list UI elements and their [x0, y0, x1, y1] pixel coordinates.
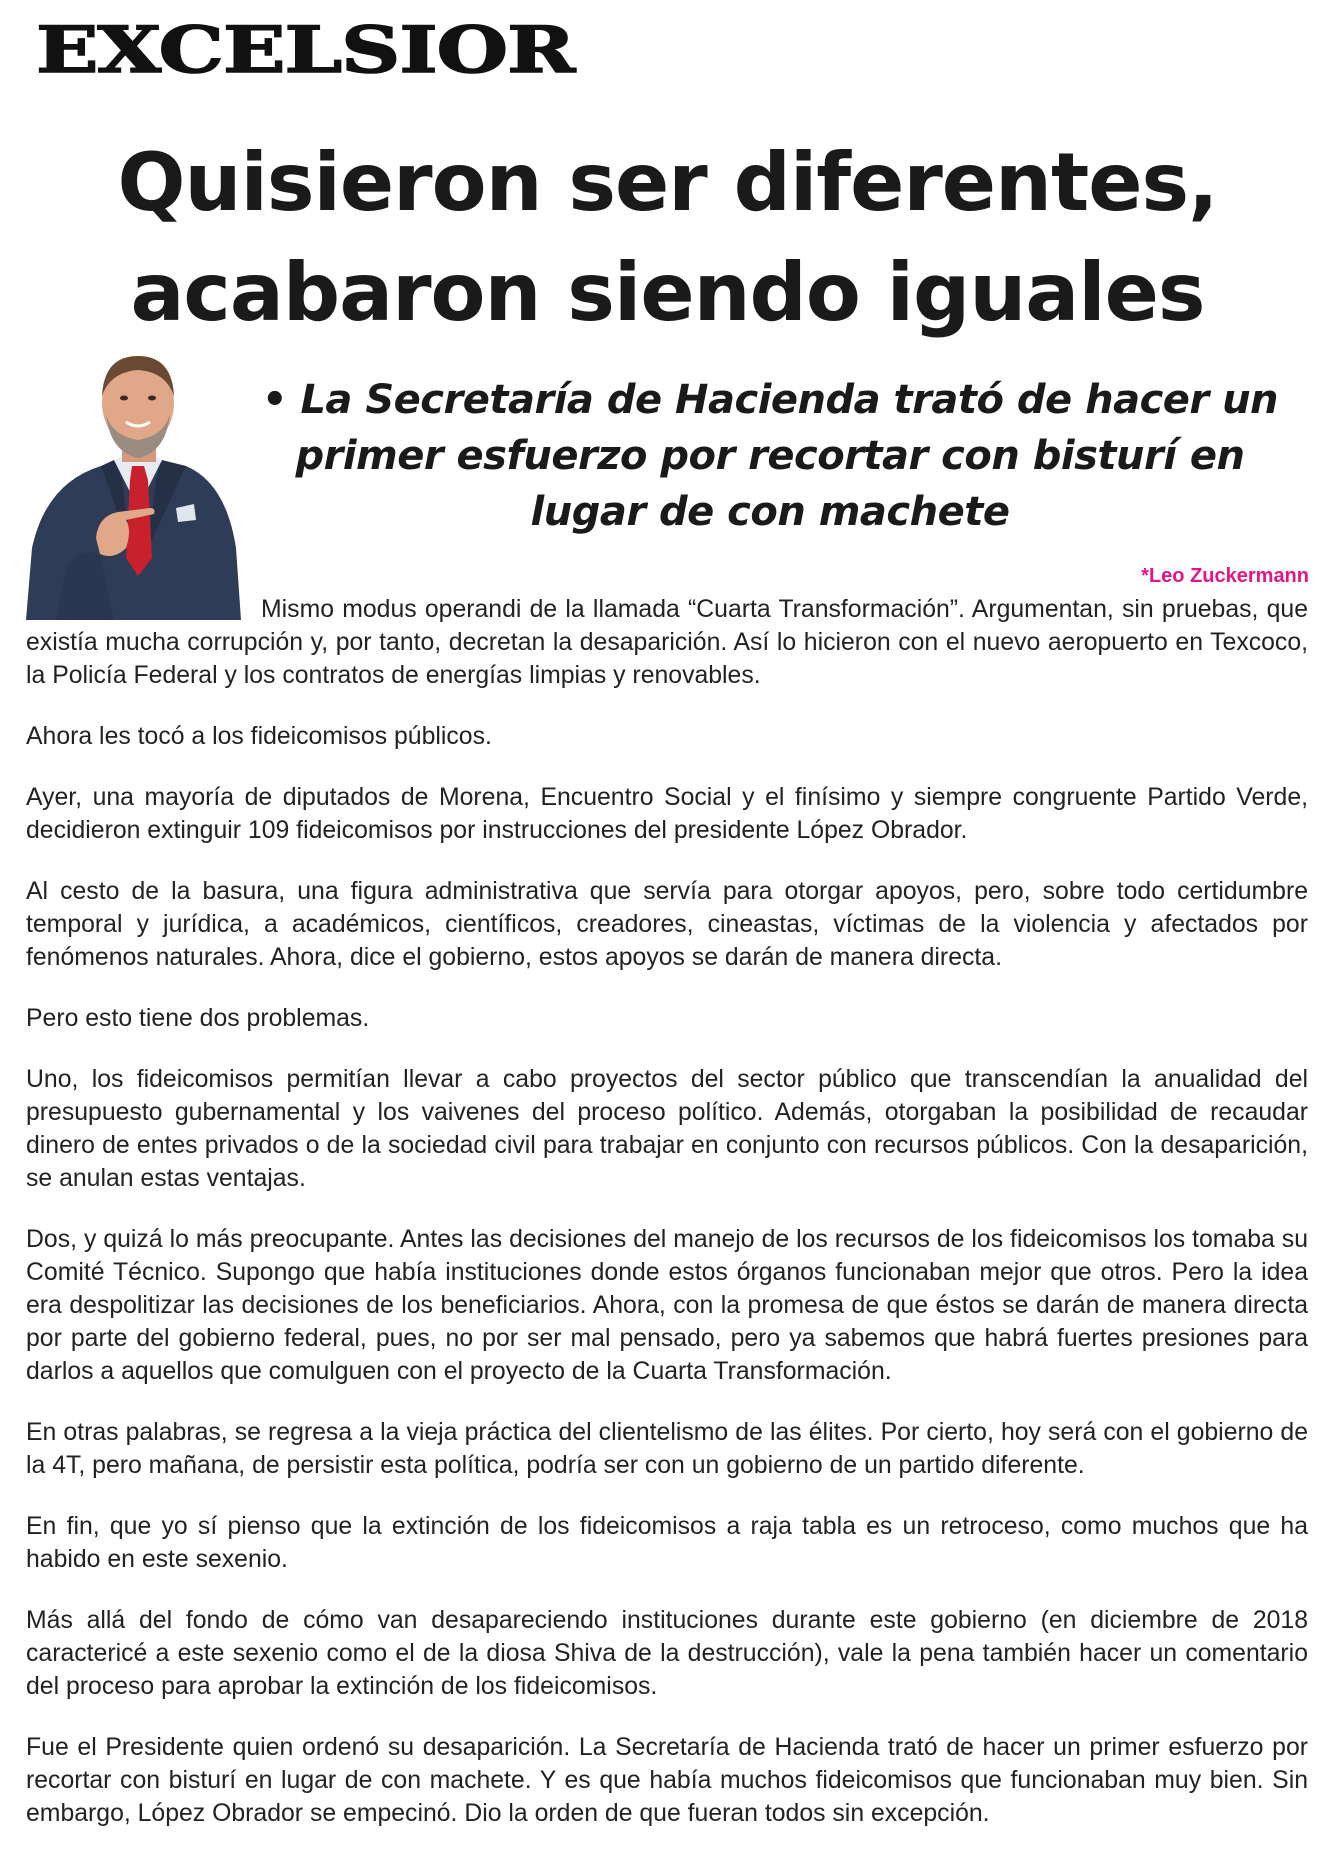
author-byline: *Leo Zuckermann	[1141, 565, 1309, 587]
paragraph: En fin, que yo sí pienso que la extinción de los fideicomisos a raja tabla es un retroceso, como muchos que ha habido en este sexenio.	[26, 1513, 1308, 1573]
paragraph: En otras palabras, se regresa a la vieja práctica del clientelismo de las élites. Por cierto, hoy será con el gobierno de la 4T, pero mañana, de persistir esta política, podría ser con un gobierno de un partido diferente.	[26, 1419, 1308, 1479]
paragraph: Ayer, una mayoría de diputados de Morena, Encuentro Social y el finísimo y siempre congruente Partido Verde, decidieron extinguir 109 fideicomisos por instrucciones del presidente López Obrador.	[26, 784, 1308, 844]
paragraph: Ahora les tocó a los fideicomisos públicos.	[26, 723, 492, 750]
paragraph: Dos, y quizá lo más preocupante. Antes las decisiones del manejo de los recursos de los fideicomisos los tomaba su Comité Técnico. Supongo que había instituciones donde estos órganos funcionaban mejor que otros. Pero la idea era despolitizar las decisiones de los beneficiarios. Ahora, con la promesa de que éstos se darán de manera directa por parte del gobierno federal, pues, no por ser mal pensado, pero ya sabemos que habrá fuertes presiones para darlos a aquellos que comulguen con el proyecto de la Cuarta Transformación.	[26, 1226, 1308, 1385]
masthead-logo: EXCELSIOR	[36, 12, 575, 88]
paragraph: Fue el Presidente quien ordenó su desaparición. La Secretaría de Hacienda trató de hacer un primer esfuerzo por recortar con bisturí en lugar de con machete. Y es que había muchos fideicomisos que funcionaban muy bien. Sin embargo, López Obrador se empecinó. Dio la orden de que fueran todos sin excepción.	[26, 1734, 1308, 1827]
subheadline: • La Secretaría de Hacienda trató de hacer un primer esfuerzo por recortar con bisturí en lugar de con machete	[261, 377, 1279, 535]
paragraph: Al cesto de la basura, una figura administrativa que servía para otorgar apoyos, pero, sobre todo certidumbre temporal y jurídica, a académicos, científicos, creadores, cineastas, víctimas de la violencia y afectados por fenómenos naturales. Ahora, dice el gobierno, estos apoyos se darán de manera directa.	[26, 878, 1308, 971]
author-photo	[26, 348, 241, 620]
author-portrait-illustration	[26, 348, 241, 620]
paragraph: Uno, los fideicomisos permitían llevar a cabo proyectos del sector público que transcendían la anualidad del presupuesto gubernamental y los vaivenes del proceso político. Además, otorgaban la posibilidad de recaudar dinero de entes privados o de la sociedad civil para trabajar en conjunto con recursos públicos. Con la desaparición, se anulan estas ventajas.	[26, 1066, 1308, 1192]
article-body	[26, 593, 1308, 1858]
paragraph: Más allá del fondo de cómo van desapareciendo instituciones durante este gobierno (en diciembre de 2018 caractericé a este sexenio como el de la diosa Shiva de la destrucción), vale la pena también hacer un comentario del proceso para aprobar la extinción de los fideicomisos.	[26, 1607, 1308, 1700]
paragraph: Mismo modus operandi de la llamada “Cuarta Transformación”. Argumentan, sin pruebas, que existía mucha corrupción y, por tanto, decretan la desaparición. Así lo hicieron con el nuevo aeropuerto en Texcoco, la Policía Federal y los contratos de energías limpias y renovables.	[26, 596, 1308, 689]
headline: Quisieron ser diferentes, acabaron siendo iguales	[117, 136, 1218, 339]
paragraph: Pero esto tiene dos problemas.	[26, 1005, 370, 1032]
